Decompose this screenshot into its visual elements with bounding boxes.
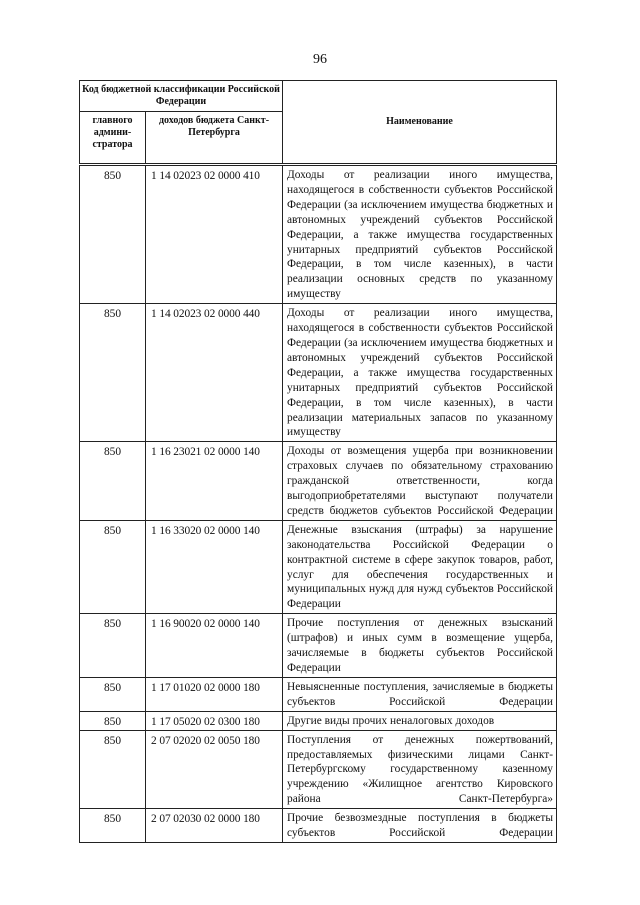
admin-column-header: главного админи-стратора [80,112,146,164]
admin-code-cell: 850 [80,166,146,304]
table-row [80,166,557,304]
name-column-header: Наименование [283,81,557,164]
table-header [79,80,557,164]
name-cell: Доходы от реализации иного имущества, находящегося в собственности субъектов Российской Федерации (за исключением имущества бюджетных и автономных учреждений субъектов Российской Федерации, а также имущества государственных унитарных предприятий субъектов Российской Федерации, в том числе казенных), в части реализации основных средств по указанному имуществу [283,166,557,304]
income-code-cell: 1 16 33020 02 0000 140 [146,520,283,613]
table-row [80,711,557,730]
name-cell: Невыясненные поступления, зачисляемые в бюджеты субъектов Российской Федерации [283,677,557,711]
table-row [80,730,557,809]
name-cell: Поступления от денежных пожертвований, предоставляемых физическими лицами Санкт-Петербургскому государственному казенному учреждению «Жилищное агентство Кировского района Санкт-Петербурга» [283,730,557,809]
admin-code-cell: 850 [80,304,146,442]
income-code-cell: 1 17 05020 02 0300 180 [146,711,283,730]
admin-code-cell: 850 [80,677,146,711]
income-code-cell: 2 07 02020 02 0050 180 [146,730,283,809]
page-number: 96 [313,52,327,67]
name-cell: Доходы от реализации иного имущества, находящегося в собственности субъектов Российской Федерации (за исключением имущества бюджетных и автономных учреждений субъектов Российской Федерации, а также имущества государственных унитарных предприятий субъектов Российской Федерации, в том числе казенных), в части реализации материальных запасов по указанному имуществу [283,304,557,442]
table-row [80,677,557,711]
table-row [80,809,557,843]
table-row [80,442,557,521]
admin-code-cell: 850 [80,730,146,809]
table-row [80,520,557,613]
classification-table [79,165,557,843]
admin-code-cell: 850 [80,711,146,730]
admin-code-cell: 850 [80,614,146,678]
name-cell: Денежные взыскания (штрафы) за нарушение законодательства Российской Федерации о контрактной системе в сфере закупок товаров, работ, услуг для обеспечения государственных и муниципальных нужд для нужд субъектов Российской Федерации [283,520,557,613]
income-code-cell: 1 16 90020 02 0000 140 [146,614,283,678]
name-cell: Доходы от возмещения ущерба при возникновении страховых случаев по обязательному страхованию гражданской ответственности, когда выгодоприобретателями выступают получатели средств бюджетов субъектов Российской Федерации [283,442,557,521]
name-cell: Прочие безвозмездные поступления в бюджеты субъектов Российской Федерации [283,809,557,843]
table-row [80,304,557,442]
income-code-cell: 1 16 23021 02 0000 140 [146,442,283,521]
table-row [80,614,557,678]
budget-code-group-header: Код бюджетной классификации Российской Федерации [80,81,283,112]
income-code-cell: 1 14 02023 02 0000 440 [146,304,283,442]
income-code-column-header: доходов бюджета Санкт-Петербурга [146,112,283,164]
income-code-cell: 1 14 02023 02 0000 410 [146,166,283,304]
admin-code-cell: 850 [80,442,146,521]
admin-code-cell: 850 [80,520,146,613]
income-code-cell: 2 07 02030 02 0000 180 [146,809,283,843]
name-cell: Прочие поступления от денежных взысканий (штрафов) и иных сумм в возмещение ущерба, зачисляемые в бюджеты субъектов Российской Федерации [283,614,557,678]
name-cell: Другие виды прочих неналоговых доходов [283,711,557,730]
admin-code-cell: 850 [80,809,146,843]
income-code-cell: 1 17 01020 02 0000 180 [146,677,283,711]
